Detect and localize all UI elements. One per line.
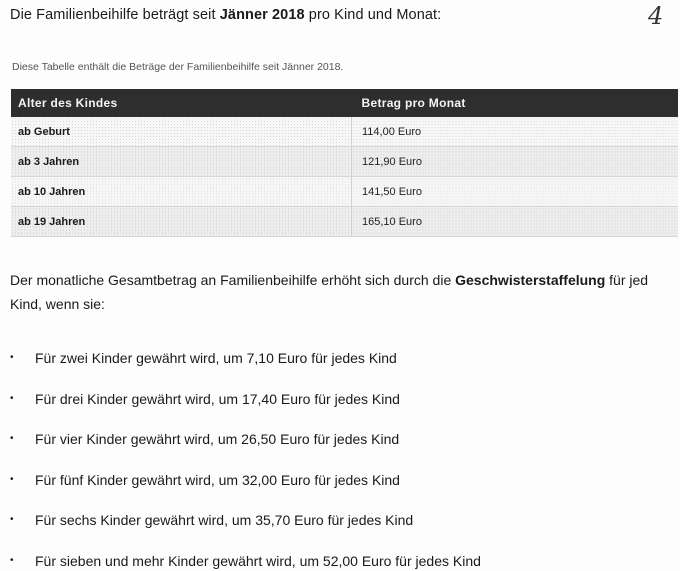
table-row (11, 177, 678, 207)
amount-cell: 114,00 Euro (352, 117, 679, 147)
bullet-icon: • (10, 352, 14, 363)
paragraph-text-after: für jed Kind, wenn sie: (10, 272, 649, 312)
paragraph-keyword: Geschwisterstaffelung (455, 272, 606, 288)
list-item-text: Für zwei Kinder gewährt wird, um 7,10 Euro für jedes Kind (35, 350, 397, 366)
bullet-icon: • (10, 514, 14, 525)
intro-text-after: pro Kind und Monat: (304, 7, 442, 23)
table-header-row (11, 89, 678, 117)
header-amount: Betrag pro Monat (352, 89, 679, 117)
amount-cell: 121,90 Euro (352, 147, 679, 177)
list-item-text: Für sechs Kinder gewährt wird, um 35,70 Euro für jedes Kind (35, 512, 414, 528)
table-row (11, 117, 678, 147)
age-cell: ab 19 Jahren (11, 207, 352, 237)
bullet-icon: • (10, 554, 14, 566)
list-item-text: Für sieben und mehr Kinder gewährt wird, um 52,00 Euro für jedes Kind (35, 552, 481, 569)
bullet-icon: • (10, 392, 14, 404)
amount-cell: 165,10 Euro (352, 207, 679, 237)
table-row (11, 207, 678, 237)
amount-cell: 141,50 Euro (352, 177, 679, 207)
paragraph-text-before: Der monatliche Gesamtbetrag an Familienbeihilfe erhöht sich durch die (10, 272, 456, 288)
age-cell: ab 3 Jahren (11, 147, 352, 177)
bullet-icon: • (10, 473, 14, 485)
age-cell: ab Geburt (11, 117, 352, 147)
intro-date: Jänner 2018 (219, 7, 305, 23)
table-row (11, 147, 678, 177)
header-age: Alter des Kindes (11, 89, 352, 117)
list-item-text: Für drei Kinder gewährt wird, um 17,40 Euro für jedes Kind (35, 390, 400, 407)
list-item-text: Für fünf Kinder gewährt wird, um 32,00 Euro für jedes Kind (35, 471, 400, 488)
family-allowance-table (11, 89, 678, 237)
handwritten-page-number: 4 (648, 2, 664, 30)
sibling-bonus-paragraph (10, 268, 680, 316)
intro-text-before: Die Familienbeihilfe beträgt seit (10, 7, 220, 23)
table-caption: Diese Tabelle enthält die Beträge der Familienbeihilfe seit Jänner 2018. (12, 61, 344, 73)
age-cell: ab 10 Jahren (11, 177, 352, 207)
list-item-text: Für vier Kinder gewährt wird, um 26,50 Euro für jedes Kind (35, 431, 400, 447)
intro-sentence (10, 7, 441, 23)
bullet-icon: • (10, 433, 14, 444)
